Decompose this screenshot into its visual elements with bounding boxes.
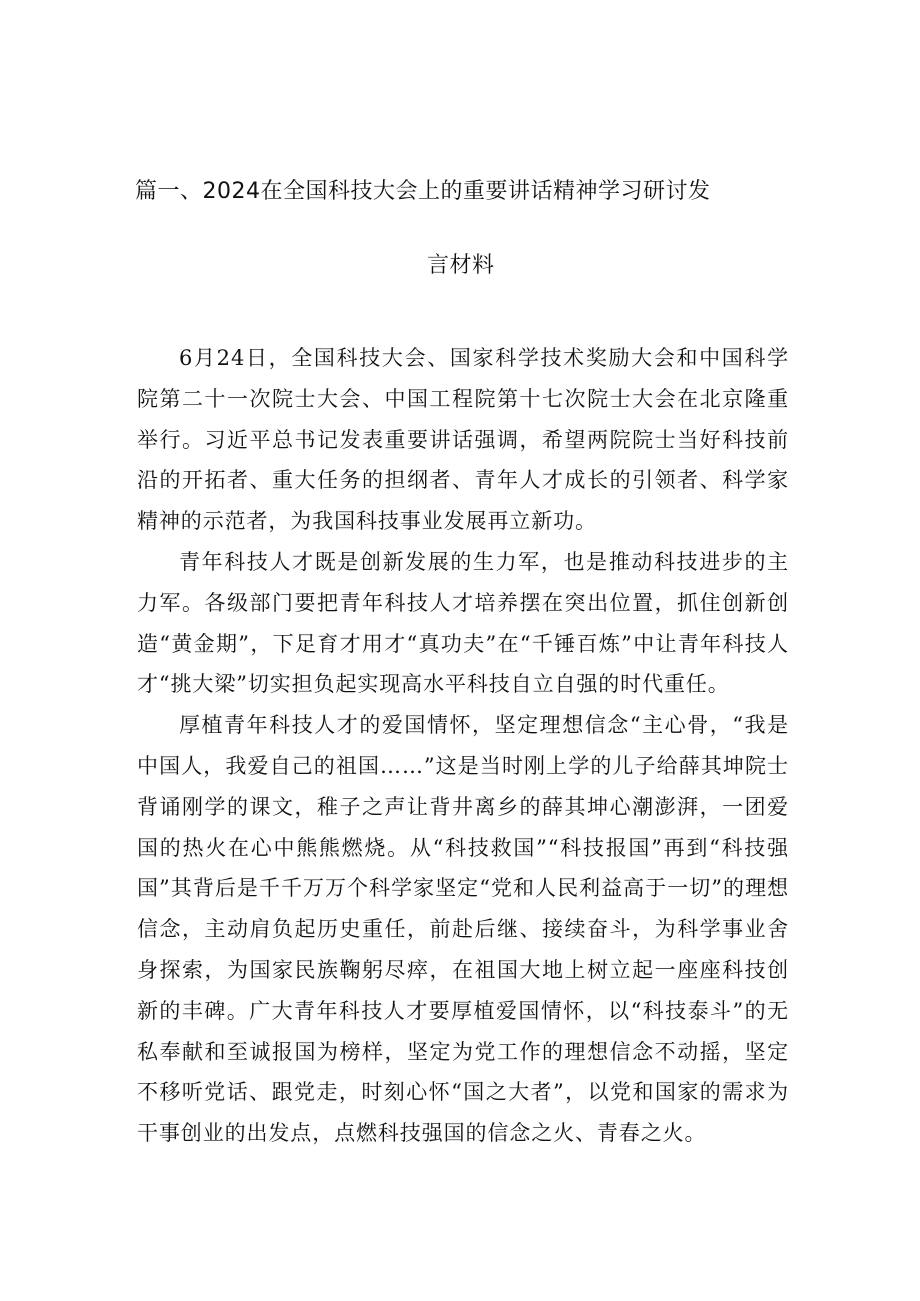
document-body bbox=[137, 338, 789, 1154]
document-title-line-1: 篇一、2024在全国科技大会上的重要讲话精神学习研讨发 bbox=[135, 179, 711, 204]
document-title-line-2: 言材料 bbox=[427, 253, 495, 278]
paragraph-2: 青年科技人才既是创新发展的生力军，也是推动科技进步的主力军。各级部门要把青年科技人才培养摆在突出位置，抓住创新创造“黄金期”，下足育才用才“真功夫”在“千锤百炼”中让青年科技人才“挑大梁”切实担负起实现高水平科技自立自强的时代重任。 bbox=[137, 549, 789, 697]
paragraph-1: 6月24日，全国科技大会、国家科学技术奖励大会和中国科学院第二十一次院士大会、中国工程院第十七次院士大会在北京隆重举行。习近平总书记发表重要讲话强调，希望两院院士当好科技前沿的开拓者、重大任务的担纲者、青年人才成长的引领者、科学家精神的示范者，为我国科技事业发展再立新功。 bbox=[137, 346, 789, 534]
paragraph-3: 厚植青年科技人才的爱国情怀，坚定理想信念“主心骨，“我是中国人，我爱自己的祖国……”这是当时刚上学的儿子给薛其坤院士背诵刚学的课文，稚子之声让背井离乡的薛其坤心潮澎湃，一团爱国的热火在心中熊熊燃烧。从“科技救国”“科技报国”再到“科技强国”其背后是千千万万个科学家坚定“党和人民利益高于一切”的理想信念，主动肩负起历史重任，前赴后继、接续奋斗，为科学事业舍身探索，为国家民族鞠躬尽瘁，在祖国大地上树立起一座座科技创新的丰碑。广大青年科技人才要厚植爱国情怀，以“科技泰斗”的无私奉献和至诚报国为榜样，坚定为党工作的理想信念不动摇，坚定不移听党话、跟党走，时刻心怀“国之大者”，以党和国家的需求为干事创业的出发点，点燃科技强国的信念之火、青春之火。 bbox=[137, 713, 789, 1146]
